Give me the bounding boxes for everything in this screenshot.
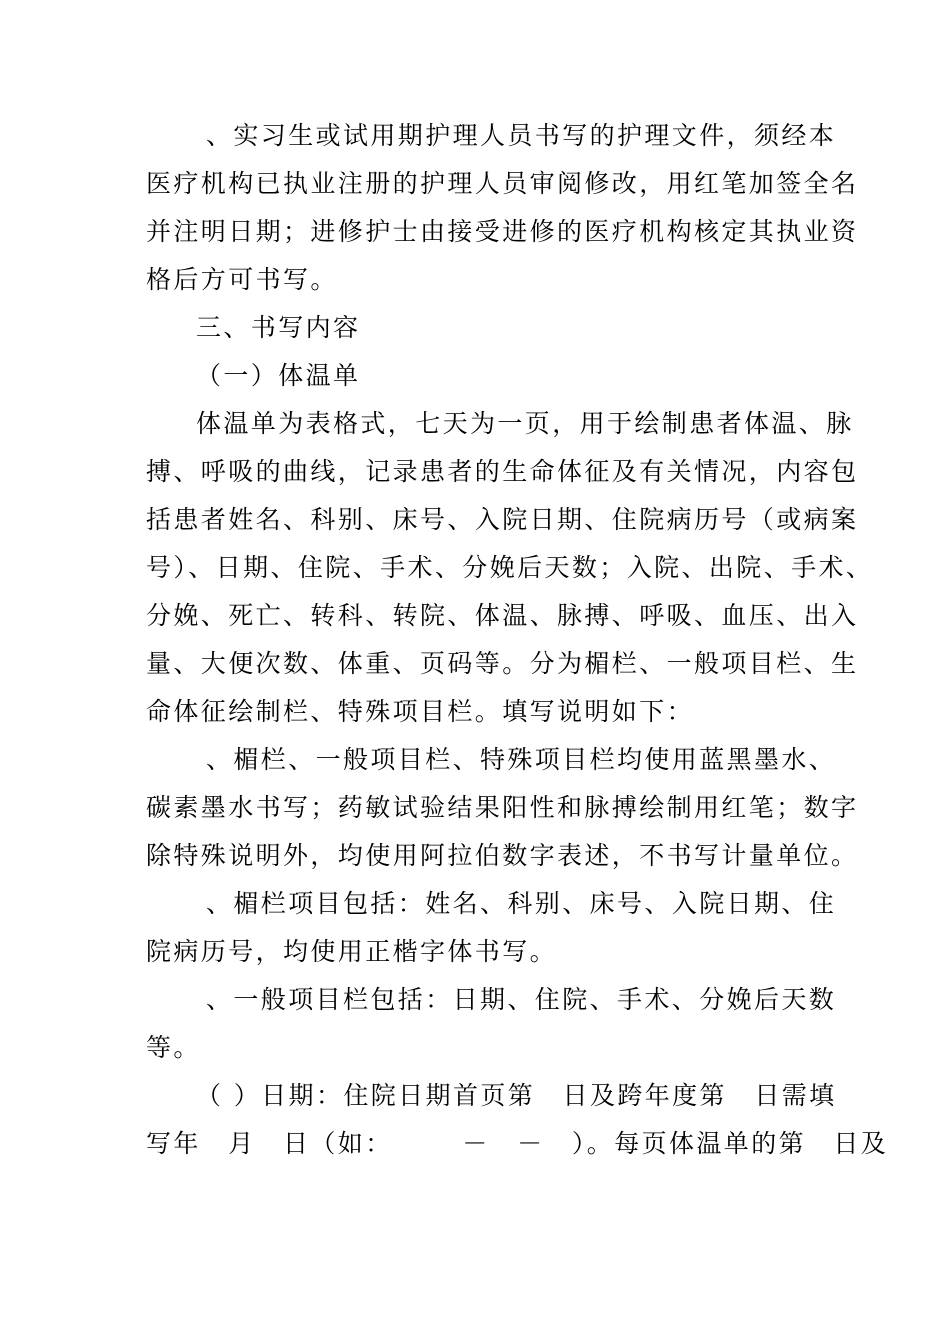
paragraph-line: 、楣栏、一般项目栏、特殊项目栏均使用蓝黑墨水、 — [206, 745, 837, 774]
paragraph-line: 医疗机构已执业注册的护理人员审阅修改，用红笔加签全名 — [146, 169, 859, 198]
paragraph-line: 除特殊说明外，均使用阿拉伯数字表述，不书写计量单位。 — [146, 841, 859, 870]
paragraph-line: 等。 — [146, 1033, 201, 1062]
paragraph-line: 、一般项目栏包括：日期、住院、手术、分娩后天数 — [206, 985, 837, 1014]
paragraph-line: 括患者姓名、科别、床号、入院日期、住院病历号（或病案 — [146, 505, 859, 534]
paragraph-line: 、实习生或试用期护理人员书写的护理文件，须经本 — [206, 121, 837, 150]
paragraph-line: 并注明日期；进修护士由接受进修的医疗机构核定其执业资 — [146, 217, 859, 246]
paragraph-line: 号）、日期、住院、手术、分娩后天数；入院、出院、手术、 — [146, 553, 874, 582]
paragraph-line: 搏、呼吸的曲线，记录患者的生命体征及有关情况，内容包 — [146, 457, 859, 486]
paragraph-line: 院病历号，均使用正楷字体书写。 — [146, 937, 558, 966]
paragraph-line: 、楣栏项目包括：姓名、科别、床号、入院日期、住 — [206, 889, 837, 918]
paragraph-line: 体温单为表格式，七天为一页，用于绘制患者体温、脉 — [196, 409, 854, 438]
paragraph-line: 写年 月 日（如： － － ）。每页体温单的第 日及 — [146, 1129, 889, 1158]
paragraph-line: 量、大便次数、体重、页码等。分为楣栏、一般项目栏、生 — [146, 649, 859, 678]
section-heading: 三、书写内容 — [196, 313, 361, 342]
paragraph-line: 格后方可书写。 — [146, 265, 338, 294]
subsection-heading: （一）体温单 — [196, 361, 361, 390]
paragraph-line: 分娩、死亡、转科、转院、体温、脉搏、呼吸、血压、出入 — [146, 601, 859, 630]
paragraph-line: 碳素墨水书写；药敏试验结果阳性和脉搏绘制用红笔；数字 — [146, 793, 859, 822]
paragraph-line: （ ）日期：住院日期首页第 日及跨年度第 日需填 — [196, 1081, 837, 1110]
paragraph-line: 命体征绘制栏、特殊项目栏。填写说明如下： — [146, 697, 695, 726]
